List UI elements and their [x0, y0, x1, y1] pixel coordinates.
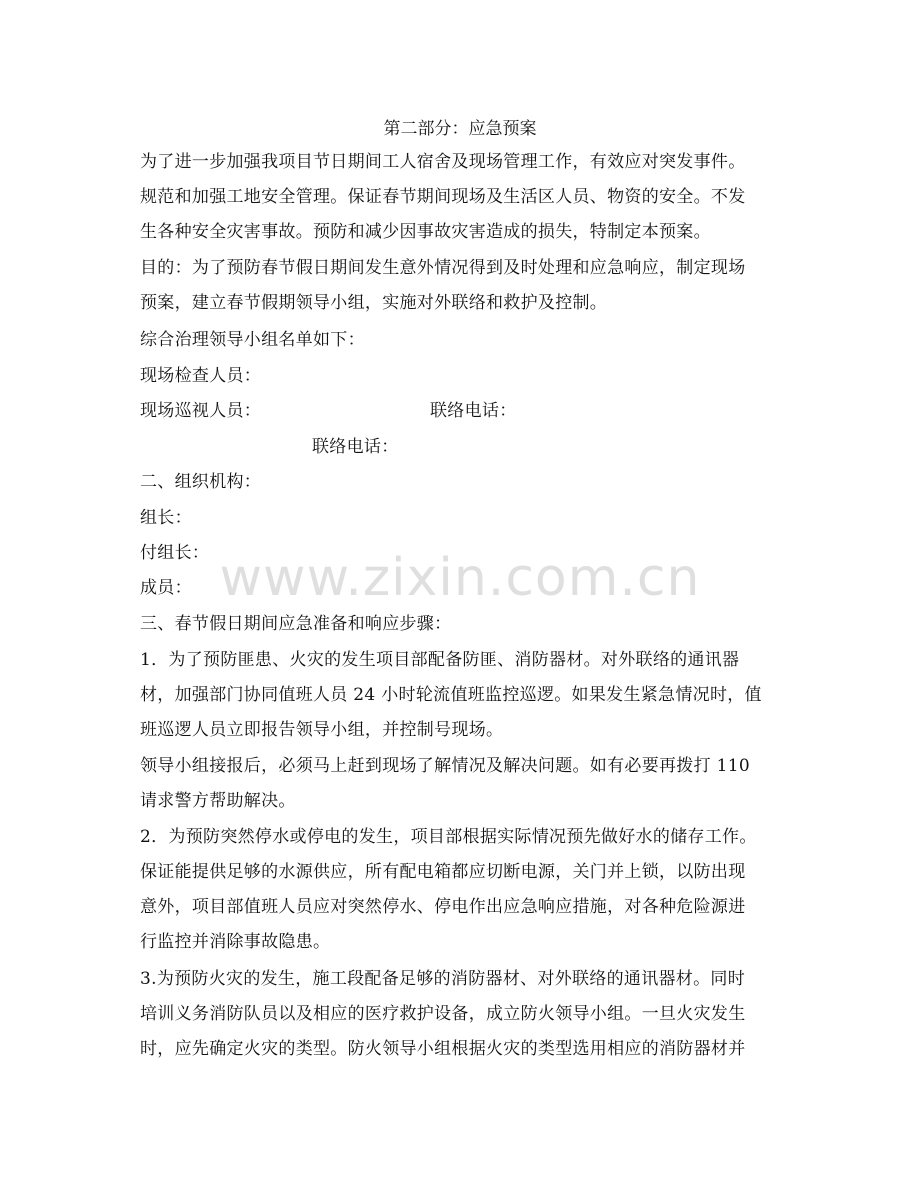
page-title: 第二部分：应急预案: [383, 119, 537, 139]
step3-line-1: 3.为预防火灾的发生，施工段配备足够的消防器材、对外联络的通讯器材。同时: [140, 969, 746, 989]
step1-line-2: 材，加强部门协同值班人员 24 小时轮流值班监控巡逻。如果发生紧急情况时，值: [140, 685, 762, 705]
org-heading: 二、组织机构：: [140, 472, 262, 492]
members-label: 成员：: [140, 578, 192, 598]
inspectors-label: 现场检查人员：: [140, 366, 262, 386]
intro-line-2: 规范和加强工地安全管理。保证春节期间现场及生活区人员、物资的安全。不发: [140, 187, 746, 207]
phone-label-1: 联络电话：: [430, 401, 517, 421]
leadership-list-label: 综合治理领导小组名单如下：: [140, 330, 365, 350]
step1-followup-line-1: 领导小组接报后，必须马上赶到现场了解情况及解决问题。如有必要再拨打 110: [140, 756, 750, 776]
phone-label-2: 联络电话：: [312, 437, 399, 457]
step1-line-3: 班巡逻人员立即报告领导小组，并控制号现场。: [140, 720, 504, 740]
purpose-line-2: 预案，建立春节假期领导小组，实施对外联络和救护及控制。: [140, 293, 608, 313]
step1-followup-line-2: 请求警方帮助解决。: [140, 791, 296, 811]
step1-line-1: 1．为了预防匪患、火灾的发生项目部配备防匪、消防器材。对外联络的通讯器: [140, 650, 740, 670]
step2-line-1: 2．为预防突然停水或停电的发生，项目部根据实际情况预先做好水的储存工作。: [140, 827, 757, 847]
watermark: www.zixin.com.cn: [219, 548, 701, 608]
intro-line-1: 为了进一步加强我项目节日期间工人宿舍及现场管理工作，有效应对突发事件。: [140, 152, 746, 172]
step3-line-3: 时，应先确定火灾的类型。防火领导小组根据火灾的类型选用相应的消防器材并: [140, 1039, 746, 1059]
step2-line-4: 行监控并消除事故隐患。: [140, 932, 331, 952]
purpose-line-1: 目的：为了预防春节假日期间发生意外情况得到及时处理和应急响应，制定现场: [140, 258, 746, 278]
leader-label: 组长：: [140, 508, 192, 528]
intro-line-3: 生各种安全灾害事故。预防和减少因事故灾害造成的损失，特制定本预案。: [140, 222, 711, 242]
step2-line-2: 保证能提供足够的水源供应，所有配电箱都应切断电源，关门并上锁，以防出现: [140, 862, 746, 882]
steps-heading: 三、春节假日期间应急准备和响应步骤：: [140, 614, 452, 634]
step2-line-3: 意外，项目部值班人员应对突然停水、停电作出应急响应措施，对各种危险源进: [140, 897, 746, 917]
deputy-leader-label: 付组长：: [140, 543, 210, 563]
step3-line-2: 培训义务消防队员以及相应的医疗救护设备，成立防火领导小组。一旦火灾发生: [140, 1004, 746, 1024]
patrol-label: 现场巡视人员：: [140, 401, 262, 421]
